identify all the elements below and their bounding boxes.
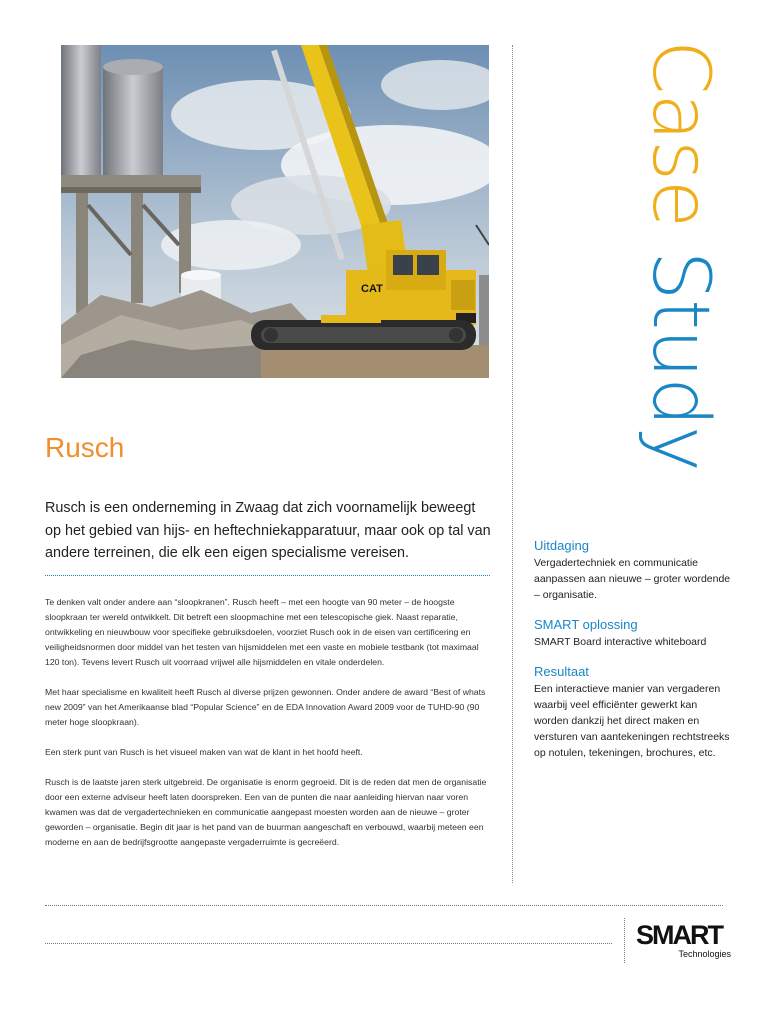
sidebar-heading-result: Resultaat bbox=[534, 664, 589, 679]
sidebar-heading-challenge: Uitdaging bbox=[534, 538, 589, 553]
case-word: Case bbox=[635, 40, 725, 227]
case-study-vertical-text bbox=[620, 40, 740, 471]
sidebar-text-result: Een interactieve manier van vergaderen waarbij veel efficiënter gewerkt kan worden dankzij het direct maken en versturen van aantekeningen rechtstreeks op notulen, tekeningen, brochures, etc. bbox=[534, 683, 730, 759]
sidebar-text-solution: SMART Board interactive whiteboard bbox=[534, 636, 707, 648]
body-paragraph-4: Rusch is de laatste jaren sterk uitgebreid. De organisatie is enorm gegroeid. Dit is de reden dat men de organisatie door een externe adviseur heeft laten doorspreken. Een van de punten die naar aanleiding hiervan naar voren kwamen was dat de vergadertechnieken en communicatie aangepast moesten worden aan de nieuwe – groter geworden – organisatie. Begin dit jaar is het pand van de buurman aangeschaft en verbouwd, waarbij meteen een moderne en aan de bedrijfsgrootte aangepaste vergaderruimte is gecreëerd. bbox=[45, 777, 487, 847]
column-divider bbox=[512, 45, 513, 883]
sidebar bbox=[534, 538, 734, 775]
body-paragraph-3: Een sterk punt van Rusch is het visueel maken van wat de klant in het hoofd heeft. bbox=[45, 747, 363, 757]
footer-divider-bottom bbox=[45, 943, 612, 944]
cat-brand-mark: CAT bbox=[361, 283, 383, 295]
footer-divider-top bbox=[45, 905, 723, 906]
body-paragraph-2: Met haar specialisme en kwaliteit heeft Rusch al diverse prijzen gewonnen. Onder andere de award “Best of whats new 2009” van het Amerikaanse blad “Popular Science” en de EDA Innovation Award 2009 voor de TUHD-90 (90 meter hoge sloopkraan). bbox=[45, 687, 486, 727]
logo-divider bbox=[624, 918, 625, 963]
body-paragraph-1: Te denken valt onder andere aan “sloopkranen”. Rusch heeft – met een hoogte van 90 meter – de hoogste sloopkraan ter wereld ontwikkelt. Dit betreft een sloopmachine met een telescopische giek. Naast reparatie, ontwikkeling en nieuwbouw voor specifieke gebruiksdoelen, voorziet Rusch ook in de eisen van certificering en veiligheidsnormen door middel van het testen van hijsmiddelen met een vaste en mobiele testbank (tot maximaal 120 ton). Tevens levert Rusch uit voorraad vrijwel alle hijsmiddelen en vitale onderdelen. bbox=[45, 597, 479, 667]
article-title: Rusch bbox=[45, 432, 125, 463]
smart-logo-subtitle: Technologies bbox=[678, 949, 731, 959]
sidebar-text-challenge: Vergadertechniek en communicatie aanpassen aan nieuwe – groter wordende – organisatie. bbox=[534, 557, 731, 601]
article-intro: Rusch is een onderneming in Zwaag dat zich voornamelijk beweegt op het gebied van hijs- en heftechniekapparatuur, maar ook op tal van andere terreinen, die elk een eigen specialisme vereisen. bbox=[45, 500, 491, 561]
smart-technologies-logo bbox=[636, 920, 731, 966]
article-body bbox=[45, 595, 490, 865]
smart-logo-word: SMART bbox=[636, 920, 722, 950]
intro-divider bbox=[45, 575, 490, 576]
hero-photo bbox=[61, 45, 489, 378]
demolition-crane-image bbox=[61, 45, 489, 378]
study-word: Study bbox=[635, 250, 725, 471]
case-study-heading bbox=[620, 40, 740, 500]
sidebar-heading-solution: SMART oplossing bbox=[534, 617, 638, 632]
